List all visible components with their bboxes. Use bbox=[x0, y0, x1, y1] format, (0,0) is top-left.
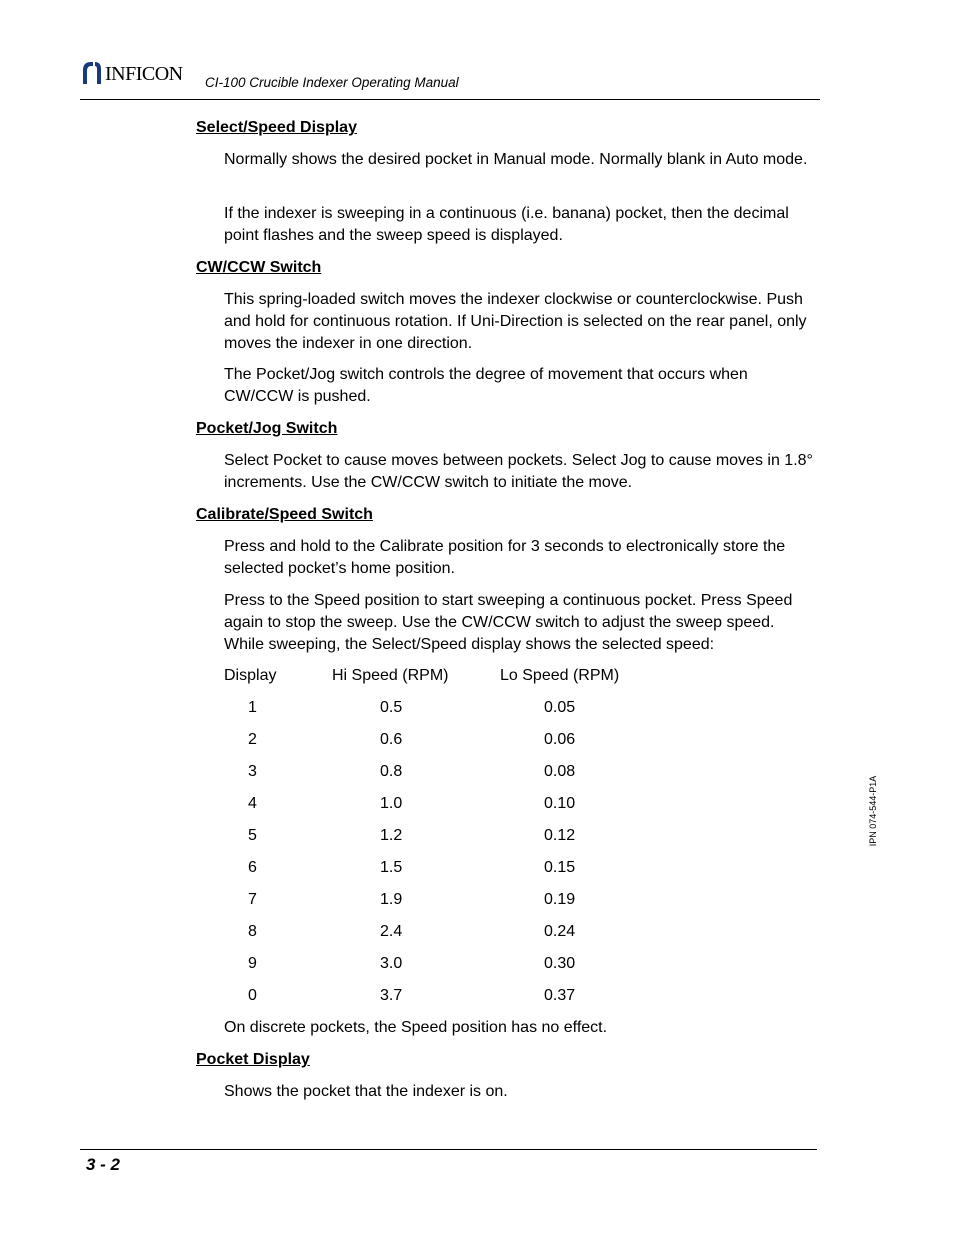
table-cell: 8 bbox=[248, 923, 257, 940]
table-cell: 2.4 bbox=[380, 923, 403, 940]
table-cell: 0.06 bbox=[544, 731, 576, 748]
table-cell: 5 bbox=[248, 827, 257, 844]
table-cell: 3.0 bbox=[380, 955, 403, 972]
table-cell: 0.30 bbox=[544, 955, 576, 972]
heading-calibrate-speed-switch: Calibrate/Speed Switch bbox=[196, 506, 373, 523]
company-logo bbox=[80, 58, 183, 84]
table-cell: 0.37 bbox=[544, 987, 576, 1004]
table-cell: 0.5 bbox=[380, 699, 403, 716]
table-cell: 9 bbox=[248, 955, 257, 972]
table-cell: 0.12 bbox=[544, 827, 576, 844]
inficon-logo-icon bbox=[80, 60, 102, 84]
table-cell: 0.05 bbox=[544, 699, 576, 716]
document-title: CI-100 Crucible Indexer Operating Manual bbox=[205, 75, 459, 90]
table-header-lo-speed: Lo Speed (RPM) bbox=[500, 667, 620, 684]
table-cell: 0.6 bbox=[380, 731, 403, 748]
paragraph: Press to the Speed position to start sweeping a continuous pocket. Press Speed again to stop the sweep. Use the CW/CCW switch to adjust the sweep speed. While sweeping, the Select/Speed display shows the selected speed: bbox=[224, 592, 793, 653]
table-cell: 1.0 bbox=[380, 795, 403, 812]
table-cell: 2 bbox=[248, 731, 257, 748]
table-cell: 4 bbox=[248, 795, 257, 812]
paragraph: Press and hold to the Calibrate position for 3 seconds to electronically store the selected pocket’s home position. bbox=[224, 538, 786, 577]
heading-pocket-display: Pocket Display bbox=[196, 1051, 310, 1068]
table-cell: 0.15 bbox=[544, 859, 576, 876]
table-header-hi-speed: Hi Speed (RPM) bbox=[332, 667, 449, 684]
paragraph: If the indexer is sweeping in a continuous (i.e. banana) pocket, then the decimal point flashes and the sweep speed is displayed. bbox=[224, 205, 789, 244]
ipn-label: IPN 074-544-P1A bbox=[868, 775, 878, 847]
paragraph: The Pocket/Jog switch controls the degree of movement that occurs when CW/CCW is pushed. bbox=[224, 366, 748, 405]
heading-pocket-jog-switch: Pocket/Jog Switch bbox=[196, 420, 338, 437]
table-cell: 3.7 bbox=[380, 987, 403, 1004]
paragraph: Select Pocket to cause moves between pockets. Select Jog to cause moves in 1.8° increments. Use the CW/CCW switch to initiate the move. bbox=[224, 452, 813, 491]
table-cell: 0.19 bbox=[544, 891, 576, 908]
page-number: 3 - 2 bbox=[86, 1155, 121, 1174]
table-cell: 1.9 bbox=[380, 891, 403, 908]
paragraph: Shows the pocket that the indexer is on. bbox=[224, 1083, 508, 1100]
paragraph: Normally shows the desired pocket in Manual mode. Normally blank in Auto mode. bbox=[224, 151, 808, 168]
heading-select-speed-display: Select/Speed Display bbox=[196, 119, 357, 136]
table-cell: 1.5 bbox=[380, 859, 403, 876]
table-header-display: Display bbox=[224, 667, 277, 684]
logo-text: INFICON bbox=[105, 63, 183, 85]
table-cell: 0.10 bbox=[544, 795, 576, 812]
table-cell: 3 bbox=[248, 763, 257, 780]
table-cell: 6 bbox=[248, 859, 257, 876]
table-cell: 1.2 bbox=[380, 827, 403, 844]
table-cell: 1 bbox=[248, 699, 257, 716]
table-cell: 0.8 bbox=[380, 763, 403, 780]
heading-cw-ccw-switch: CW/CCW Switch bbox=[196, 259, 322, 276]
table-cell: 0.24 bbox=[544, 923, 576, 940]
table-cell: 0 bbox=[248, 987, 257, 1004]
header-rule bbox=[80, 99, 820, 100]
paragraph: This spring-loaded switch moves the indexer clockwise or counterclockwise. Push and hold for continuous rotation. If Uni-Direction is selected on the rear panel, only moves the indexer in one direction. bbox=[224, 291, 807, 352]
table-cell: 7 bbox=[248, 891, 257, 908]
table-cell: 0.08 bbox=[544, 763, 576, 780]
paragraph: On discrete pockets, the Speed position has no effect. bbox=[224, 1019, 608, 1036]
footer-rule bbox=[80, 1149, 817, 1150]
